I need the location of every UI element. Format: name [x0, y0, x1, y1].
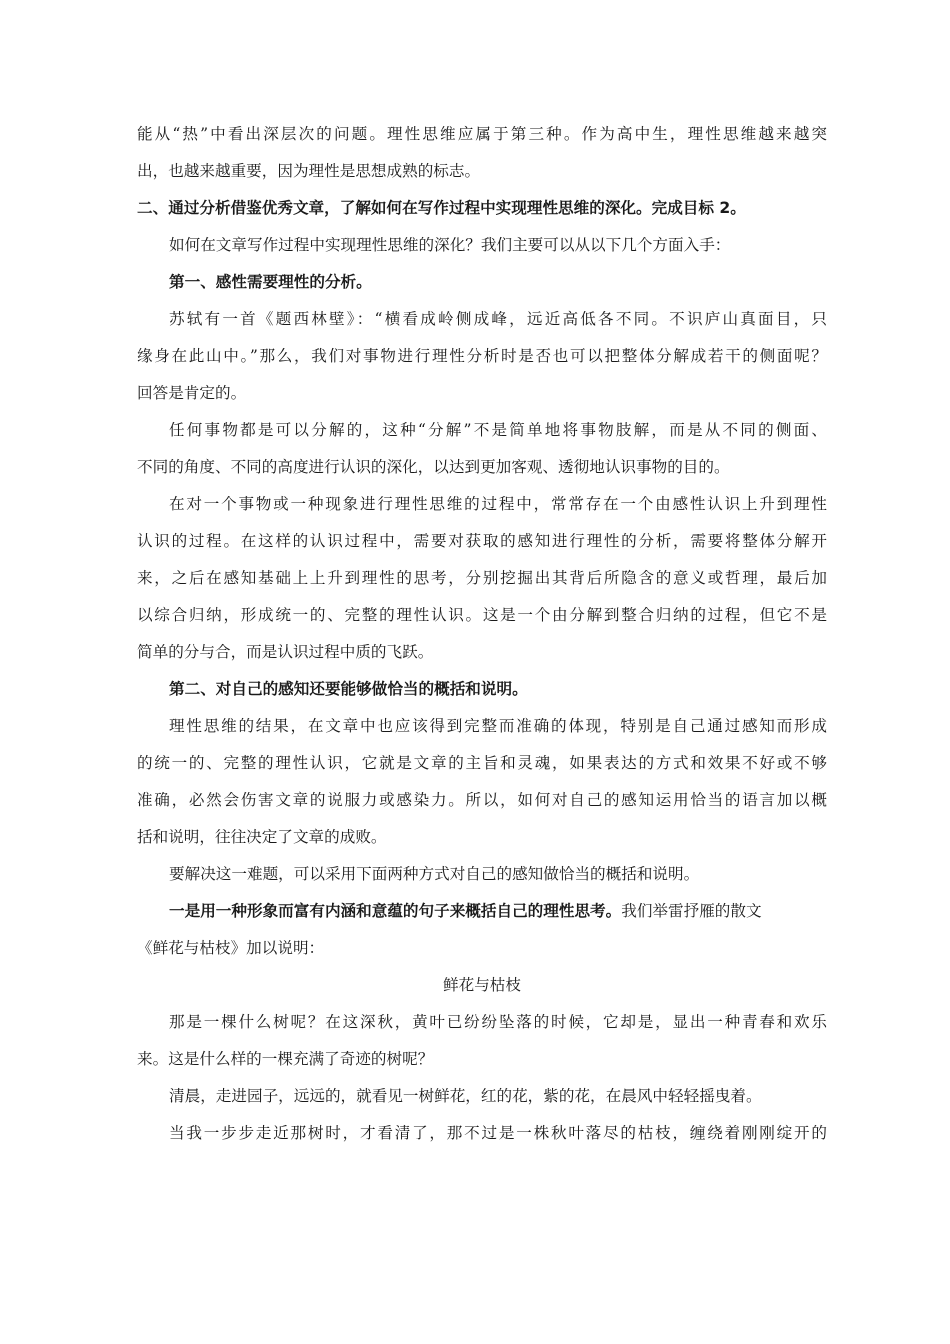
- paragraph-line: 那是一棵什么树呢？在这深秋，黄叶已纷纷坠落的时候，它却是，显出一种青春和欢乐: [169, 1013, 827, 1031]
- normal-text: 我们举雷抒雁的散文: [621, 902, 762, 920]
- paragraph-line: 缘身在此山中。”那么，我们对事物进行理性分析时是否也可以把整体分解成若干的侧面呢？: [137, 347, 827, 365]
- paragraph-line: 苏轼有一首《题西林壁》：“横看成岭侧成峰，远近高低各不同。不识庐山真面目，只: [169, 310, 827, 328]
- section-heading: 二、通过分析借鉴优秀文章，了解如何在写作过程中实现理性思维的深化。完成目标 2。: [137, 199, 746, 217]
- paragraph-line: 如何在文章写作过程中实现理性思维的深化？我们主要可以从以下几个方面入手：: [169, 236, 731, 254]
- paragraph-line: 来。这是什么样的一棵充满了奇迹的树呢？: [137, 1050, 434, 1068]
- emphasis-text: 一是用一种形象而富有内涵和意蕴的句子来概括自己的理性思考。: [169, 902, 622, 920]
- paragraph-line: 能从“热”中看出深层次的问题。理性思维应属于第三种。作为高中生，理性思维越来越突: [137, 125, 827, 143]
- paragraph-line: 括和说明，往往决定了文章的成败。: [137, 828, 387, 846]
- paragraph-line: 准确，必然会伤害文章的说服力或感染力。所以，如何对自己的感知运用恰当的语言加以概: [137, 791, 827, 809]
- paragraph-line: 要解决这一难题，可以采用下面两种方式对自己的感知做恰当的概括和说明。: [169, 865, 700, 883]
- paragraph-line: 《鲜花与枯枝》加以说明：: [137, 939, 325, 957]
- paragraph-line-mixed: [137, 893, 827, 930]
- subsection-heading: 第一、感性需要理性的分析。: [169, 273, 372, 291]
- paragraph-line: 清晨，走进园子，远远的，就看见一树鲜花，红的花，紫的花，在晨风中轻轻摇曳着。: [169, 1087, 762, 1105]
- paragraph-line: 当我一步步走近那树时，才看清了，那不过是一株秋叶落尽的枯枝，缠绕着刚刚绽开的: [169, 1124, 827, 1142]
- paragraph-line: 简单的分与合，而是认识过程中质的飞跃。: [137, 643, 434, 661]
- paragraph-line: 不同的角度、不同的高度进行认识的深化，以达到更加客观、透彻地认识事物的目的。: [137, 458, 730, 476]
- paragraph-line: 任何事物都是可以分解的，这种“分解”不是简单地将事物肢解，而是从不同的侧面、: [169, 421, 827, 439]
- document-page: [137, 116, 827, 1152]
- paragraph-line: 认识的过程。在这样的认识过程中，需要对获取的感知进行理性的分析，需要将整体分解开: [137, 532, 827, 550]
- paragraph-line: 回答是肯定的。: [137, 384, 247, 402]
- paragraph-line: 的统一的、完整的理性认识，它就是文章的主旨和灵魂，如果表达的方式和效果不好或不够: [137, 754, 827, 772]
- paragraph-line: 理性思维的结果，在文章中也应该得到完整而准确的体现，特别是自己通过感知而形成: [169, 717, 827, 735]
- paragraph-line: 来，之后在感知基础上上升到理性的思考，分别挖掘出其背后所隐含的意义或哲理，最后加: [137, 569, 827, 587]
- paragraph-line: 在对一个事物或一种现象进行理性思维的过程中，常常存在一个由感性认识上升到理性: [169, 495, 827, 513]
- paragraph-line: 以综合归纳，形成统一的、完整的理性认识。这是一个由分解到整合归纳的过程，但它不是: [137, 606, 827, 624]
- paragraph-line: 出，也越来越重要，因为理性是思想成熟的标志。: [137, 162, 481, 180]
- subsection-heading: 第二、对自己的感知还要能够做恰当的概括和说明。: [169, 680, 528, 698]
- essay-title: 鲜花与枯枝: [443, 976, 521, 994]
